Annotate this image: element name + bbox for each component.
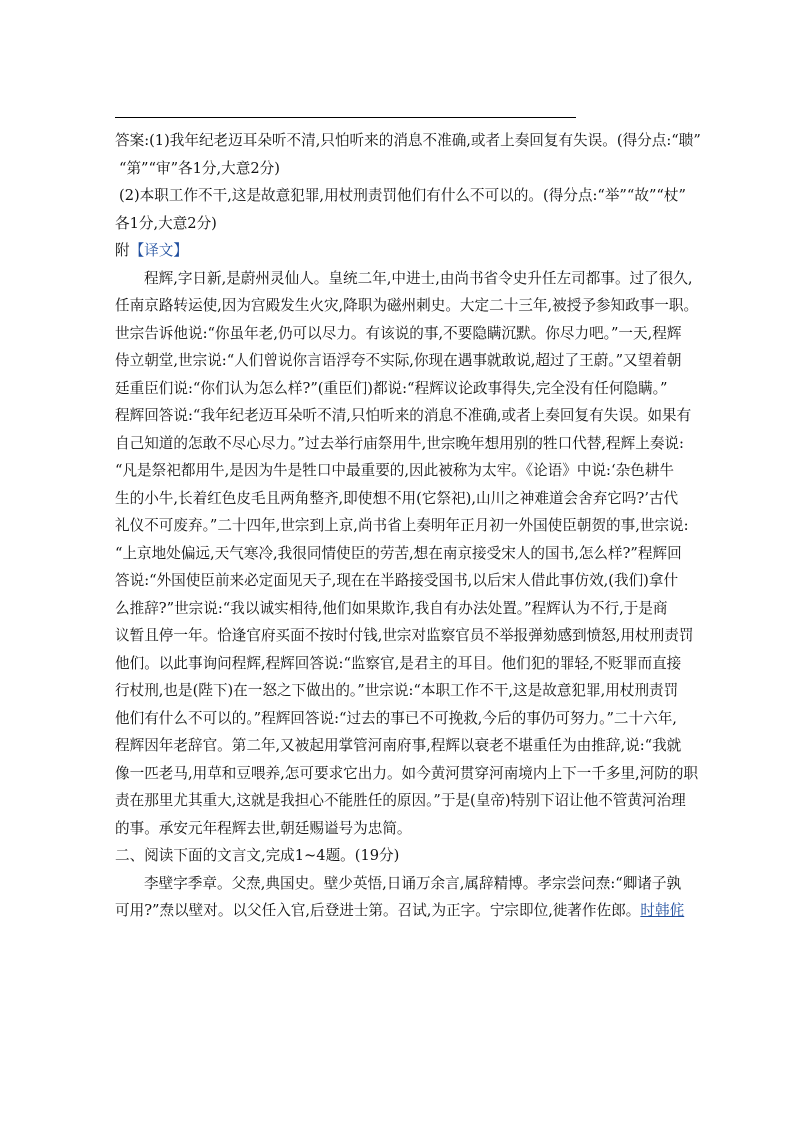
passage-underlined-link[interactable]: 时韩侂 xyxy=(640,902,685,919)
translation-line: “上京地处偏远,天气寒冷,我很同情使臣的劳苦,想在南京接受宋人的国书,怎么样?”程辉回 xyxy=(115,544,682,562)
passage-line-1: 李壁字季章。父焘,典国史。壁少英悟,日诵万余言,属辞精博。孝宗尝问焘:“卿诸子孰 xyxy=(144,874,682,892)
translation-line: 廷重臣们说:“你们认为怎么样?”(重臣们)都说:“程辉议论政事得失,完全没有任何隐瞒。” xyxy=(115,379,668,397)
translation-line: 世宗告诉他说:“你虽年老,仍可以尽力。有该说的事,不要隐瞒沉默。你尽力吧。”一天,程辉 xyxy=(115,324,682,342)
translation-line: 他们。以此事询问程辉,程辉回答说:“监察官,是君主的耳目。他们犯的罪轻,不贬罪而直接 xyxy=(115,654,682,672)
passage-line-2 xyxy=(115,897,685,925)
translation-tag: 【译文】 xyxy=(129,242,188,259)
translation-line: 行杖刑,也是(陛下)在一怒之下做出的。”世宗说:“本职工作不干,这是故意犯罪,用杖刑责罚 xyxy=(115,682,679,699)
passage-line-2-text: 可用?”焘以壁对。以父任入官,后登进士第。召试,为正字。宁宗即位,徙著作佐郎。 xyxy=(115,902,641,919)
translation-line: 生的小牛,长着红色皮毛且两角整齐,即使想不用(它祭祀),山川之神难道会舍弃它吗?’古代 xyxy=(115,489,679,507)
translation-line: 程辉因年老辞官。第二年,又被起用掌管河南府事,程辉以衰老不堪重任为由推辞,说:“我就 xyxy=(115,737,682,754)
appendix-prefix: 附 xyxy=(115,242,130,259)
translation-line: 么推辞?”世宗说:“我以诚实相待,他们如果欺诈,我自有办法处置。”程辉认为不行,于是商 xyxy=(115,599,668,617)
answer-line-3: (2)本职工作不干,这是故意犯罪,用杖刑责罚他们有什么不可以的。(得分点:“举”“故”“杖” xyxy=(119,187,686,204)
translation-line: “凡是祭祀都用牛,是因为牛是牲口中最重要的,因此被称为太牢。《论语》中说:‘杂色耕牛 xyxy=(115,462,674,479)
translation-line: 任南京路转运使,因为宫殿发生火灾,降职为磁州刺史。大定二十三年,被授予参知政事一职。 xyxy=(115,297,699,314)
answer-line-4: 各1分,大意2分) xyxy=(115,214,217,232)
translation-line: 答说:“外国使臣前来必定面见天子,现在在半路接受国书,以后宋人借此事仿效,(我们)拿什 xyxy=(115,572,679,589)
translation-line: 议暂且停一年。恰逢官府买面不按时付钱,世宗对监察官员不举报弹劾感到愤怒,用杖刑责罚 xyxy=(115,627,694,644)
translation-line: 程辉回答说:“我年纪老迈耳朵听不清,只怕听来的消息不准确,或者上奏回复有失误。如果有 xyxy=(115,407,692,424)
separator-line xyxy=(115,117,576,118)
translation-line: 的事。承安元年程辉去世,朝廷赐谥号为忠简。 xyxy=(115,819,412,837)
translation-line: 侍立朝堂,世宗说:“人们曾说你言语浮夸不实际,你现在遇事就敢说,超过了王蔚。”又望着朝 xyxy=(115,352,682,369)
translation-line: 自己知道的怎敢不尽心尽力。”过去举行庙祭用牛,世宗晚年想用别的牲口代替,程辉上奏说: xyxy=(115,434,684,452)
section-2-heading: 二、阅读下面的文言文,完成1~4题。(19分) xyxy=(115,847,400,864)
appendix-heading xyxy=(115,237,685,265)
answer-line-1: 答案:(1)我年纪老迈耳朵听不清,只怕听来的消息不准确,或者上奏回复有失误。(得分点:“聩” xyxy=(115,132,701,149)
translation-line: 责在那里尤其重大,这就是我担心不能胜任的原因。”于是(皇帝)特别下诏让他不管黄河治理 xyxy=(115,792,686,809)
answer-line-2: “第”“审”各1分,大意2分) xyxy=(119,159,280,177)
document-body xyxy=(115,127,701,925)
translation-line: 礼仪不可废弃。”二十四年,世宗到上京,尚书省上奏明年正月初一外国使臣朝贺的事,世宗说: xyxy=(115,517,689,534)
translation-line: 程辉,字日新,是蔚州灵仙人。皇统二年,中进士,由尚书省令史升任左司都事。过了很久, xyxy=(144,269,693,287)
translation-line: 他们有什么不可以的。”程辉回答说:“过去的事已不可挽救,今后的事仍可努力。”二十六年, xyxy=(115,709,677,727)
translation-line: 像一匹老马,用草和豆喂养,怎可要求它出力。如今黄河贯穿河南境内上下一千多里,河防的职 xyxy=(115,764,699,782)
